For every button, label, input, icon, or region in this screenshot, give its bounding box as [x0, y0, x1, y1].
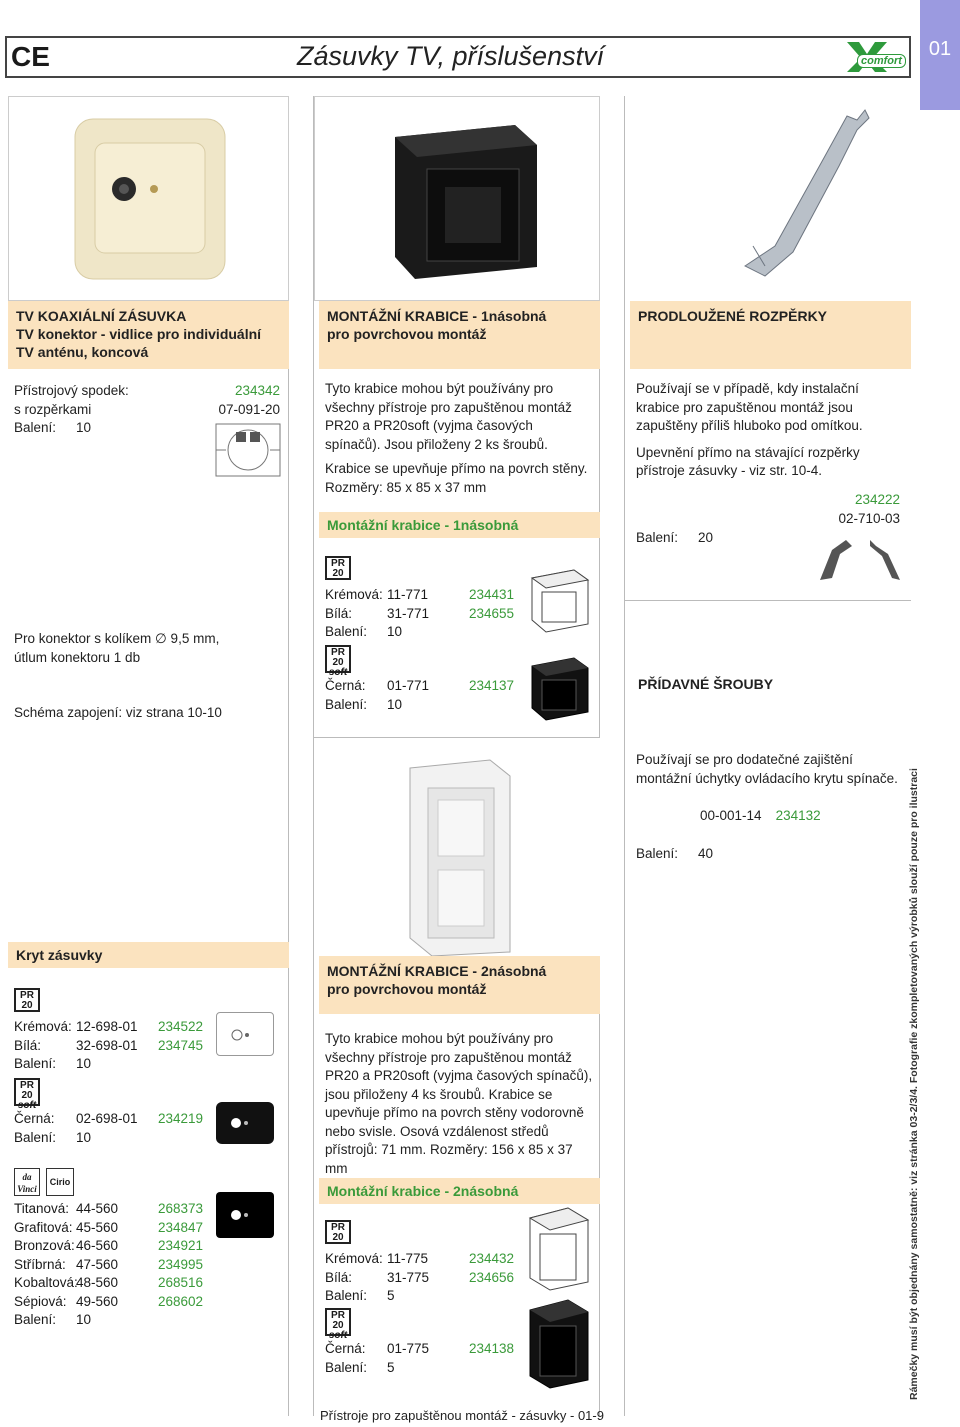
header-bar: [5, 36, 911, 78]
list-item: Balení: 5: [325, 1288, 395, 1303]
list-item: Stříbrná: 47-560 234995: [14, 1256, 204, 1272]
kryt-rows-a: [14, 1018, 214, 1074]
davinci-logos: [14, 1168, 74, 1196]
screws-baleni: Balení: 40: [636, 846, 714, 861]
spodek-diagram: [212, 420, 284, 480]
page-title: Zásuvky TV, příslušenství: [297, 41, 605, 71]
list-item: Krémová: 11-771 234431: [325, 587, 515, 602]
list-item: Balení: 10: [14, 1129, 92, 1145]
davinci-logo: da Vinci: [14, 1168, 40, 1196]
side-note: Rámečky musí být objednány samostatně: viz stránka 03-2/3/4. Fotografie zkompletovaných výrobků slouží pouze pro ilustraci: [908, 768, 920, 1400]
pr20-logo: [14, 988, 40, 1013]
product-photo-box-1: [314, 96, 600, 301]
ce-mark: CE: [11, 41, 50, 72]
box1-thumb-white: [528, 564, 592, 634]
spacer-baleni: Balení: 20: [636, 530, 714, 545]
list-item: Krémová: 12-698-01 234522: [14, 1019, 204, 1034]
product-photo-box-2: [314, 738, 600, 956]
list-item: Kobaltová: 48-560 268516: [14, 1275, 204, 1290]
spacer-num: 234222: [854, 492, 900, 507]
brand-logo: [843, 40, 905, 74]
list-item: Balení: 5: [325, 1359, 395, 1375]
kryt-rows-c: [14, 1200, 214, 1330]
baleni-value: 10: [76, 420, 92, 435]
product-photo-spacer: [625, 96, 911, 301]
cirio-logo: Cirio: [46, 1168, 74, 1196]
spacer-desc: Používají se v případě, kdy instalační krabice pro zapuštěnou montáž jsou zapuštěny příliš hluboko pod omítkou. Upevnění přímo na stávající rozpěrky přístroje zásuvky - viz str. 10-4.: [636, 381, 863, 478]
list-item: Černá: 02-698-01 234219: [14, 1111, 204, 1126]
screws-photo-box: [625, 600, 911, 737]
box2-rows-b: [325, 1340, 525, 1377]
box2-desc: Tyto krabice mohou být používány pro všechny přístroje pro zapuštěnou montáž PR20 a PR20soft (vyjma časových spínačů), jsou přiloženy 4 ks šroubů. Krabice se upevňuje přímo na povrch stěny vodorovně nebo svisle. Osová vzdálenost středů přístrojů: 71 mm. Rozměry: 156 x 85 x 37 mm: [325, 1031, 593, 1176]
list-item: Krémová: 11-775 234432: [325, 1251, 515, 1266]
kryt-title: Kryt zásuvky: [8, 942, 289, 968]
product-photo-tv-socket: [8, 96, 289, 301]
pr20-logo: PR 20: [325, 556, 351, 581]
tv-socket-title: TV KOAXIÁLNÍ ZÁSUVKA TV konektor - vidlice pro individuální TV anténu, koncová: [8, 301, 289, 369]
box2-thumb-black: [524, 1296, 594, 1390]
box2-title: MONTÁŽNÍ KRABICE - 2násobná pro povrchovou montáž: [319, 956, 600, 1014]
screws-title: PŘÍDAVNÉ ŠROUBY: [638, 676, 774, 692]
pr20-logo: PR 20: [325, 1220, 351, 1245]
list-item: Bílá: 31-775 234656: [325, 1269, 515, 1285]
cover-thumb-black: [216, 1102, 274, 1144]
list-item: Bílá: 31-771 234655: [325, 605, 515, 621]
list-item: Sépiová: 49-560 268602: [14, 1293, 204, 1309]
list-item: Grafitová: 45-560 234847: [14, 1219, 204, 1235]
screws-code: 00-001-14: [700, 808, 762, 823]
box2-thumb-white: [524, 1204, 594, 1292]
list-item: Bronzová: 46-560 234921: [14, 1238, 204, 1253]
box2-sub: Montážní krabice - 2násobná: [319, 1178, 600, 1204]
list-item: Bílá: 32-698-01 234745: [14, 1037, 204, 1053]
pr20-logo-mark: PR 20: [14, 988, 40, 1012]
box1-rows-a: [325, 586, 525, 642]
spacer-thumb: [812, 532, 908, 584]
rozperky-code: 07-091-20: [218, 401, 280, 417]
page-tab-number: 01: [928, 38, 952, 60]
list-item: Balení: 10: [325, 624, 403, 639]
cover-thumb-titan: [216, 1192, 274, 1238]
page-tab: [920, 0, 960, 110]
baleni-label: Balení:: [14, 420, 57, 435]
box2-rows-a: [325, 1250, 525, 1306]
brand-name: comfort: [857, 54, 906, 68]
list-item: Černá: 01-771 234137: [325, 678, 515, 693]
schema-note: Schéma zapojení: viz strana 10-10: [14, 705, 222, 720]
box1-thumb-black: [528, 652, 592, 724]
spacer-title: PRODLOUŽENÉ ROZPĚRKY: [630, 301, 911, 369]
box1-desc: Tyto krabice mohou být používány pro všechny přístroje pro zapuštěnou montáž PR20 a PR20soft (vyjma časových spínačů). Jsou přiloženy 2 ks šroubů. Krabice se upevňuje přímo na povrch stěny. Rozměry: 85 x 85 x 37 mm: [325, 381, 588, 495]
rozperky-label: s rozpěrkami: [14, 401, 92, 417]
kryt-rows-b: [14, 1110, 214, 1147]
spodek-label: Přístrojový spodek:: [14, 383, 129, 398]
box1-rows-b: [325, 677, 525, 714]
spacer-codes: [800, 491, 900, 528]
pr20soft-logo: PR 20 soft: [14, 1078, 40, 1113]
list-item: Titanová: 44-560 268373: [14, 1201, 204, 1216]
list-item: Balení: 10: [14, 1056, 92, 1071]
spodek-code: 234342: [234, 383, 280, 398]
screws-codes: [700, 807, 821, 826]
screws-desc: Používají se pro dodatečné zajištění montážní úchytky ovládacího krytu spínače.: [636, 752, 898, 786]
box1-title: MONTÁŽNÍ KRABICE - 1násobná pro povrchovou montáž: [319, 301, 600, 369]
pr20soft-logo: PR 20 soft: [325, 1308, 351, 1343]
spacer-code: 02-710-03: [838, 510, 900, 526]
footer-text: Přístroje pro zapuštěnou montáž - zásuvky - 01-9: [320, 1408, 604, 1423]
pr20soft-logo: PR 20 soft: [325, 645, 351, 680]
cover-thumb-cream: [216, 1012, 274, 1056]
list-item: Černá: 01-775 234138: [325, 1341, 515, 1356]
screws-num: 234132: [775, 808, 821, 823]
list-item: Balení: 10: [325, 696, 403, 712]
connector-note: Pro konektor s kolíkem ∅ 9,5 mm, útlum konektoru 1 db: [14, 631, 220, 665]
box1-sub: Montážní krabice - 1násobná: [319, 512, 600, 538]
list-item: Balení: 10: [14, 1312, 92, 1327]
